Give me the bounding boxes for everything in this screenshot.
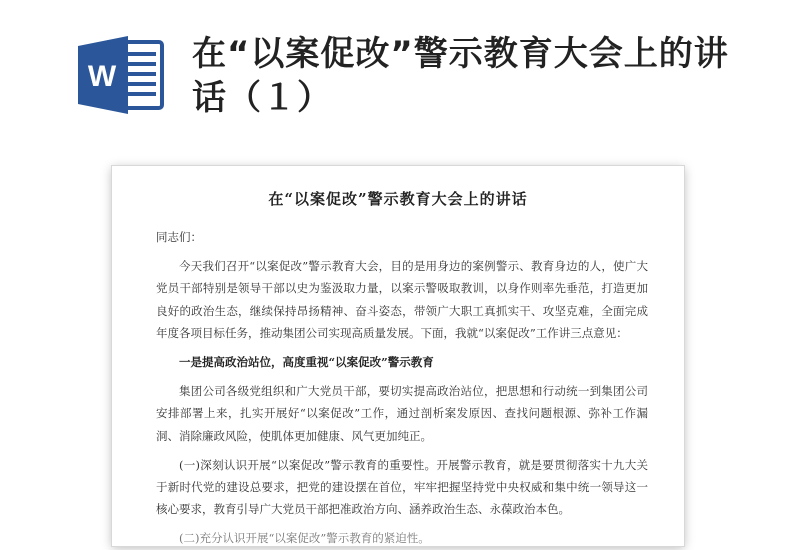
section-heading: 一是提高政治站位，高度重视“以案促改”警示教育 <box>179 355 434 370</box>
word-icon <box>76 34 166 116</box>
logo-letter: W <box>87 60 117 93</box>
document-sheet <box>112 166 684 546</box>
salutation: 同志们： <box>156 230 202 244</box>
document-title: 在“以案促改”警示教育大会上的讲话 <box>268 190 528 208</box>
paragraph-cut: (二)充分认识开展“以案促改”警示教育的紧迫性。 <box>179 531 430 546</box>
paragraph: (一)深刻认识开展“以案促改”警示教育的重要性。开展警示教育，就是要贯彻落实十九大关于新时代党的建设总要求，把党的建设摆在首位，牢牢把握坚持党中央权威和集中统一领导这一核心要求，教育引导广大党员干部把准政治方向、涵养政治生态、永葆政治本色。 <box>156 457 648 517</box>
page-title: 在“以案促改”警示教育大会上的讲话（１） <box>192 34 729 118</box>
paragraph: 今天我们召开“以案促改”警示教育大会，目的是用身边的案例警示、教育身边的人，使广大党员干部特别是领导干部以史为鉴汲取力量，以案示警吸取教训，以身作则率先垂范，打造更加良好的政治生态，继续保持昂扬精神、奋斗姿态，带领广大职工真抓实干、攻坚克难，全面完成年度各项目标任务，推动集团公司实现高质量发展。下面，我就“以案促改”工作讲三点意见： <box>156 259 648 340</box>
paragraph: 集团公司各级党组织和广大党员干部，要切实提高政治站位，把思想和行动统一到集团公司安排部署上来，扎实开展好“以案促改”工作，通过剖析案发原因、查找问题根源、弥补工作漏洞、消除廉政风险，使肌体更加健康、风气更加纯正。 <box>156 384 648 443</box>
document-body <box>156 226 648 550</box>
